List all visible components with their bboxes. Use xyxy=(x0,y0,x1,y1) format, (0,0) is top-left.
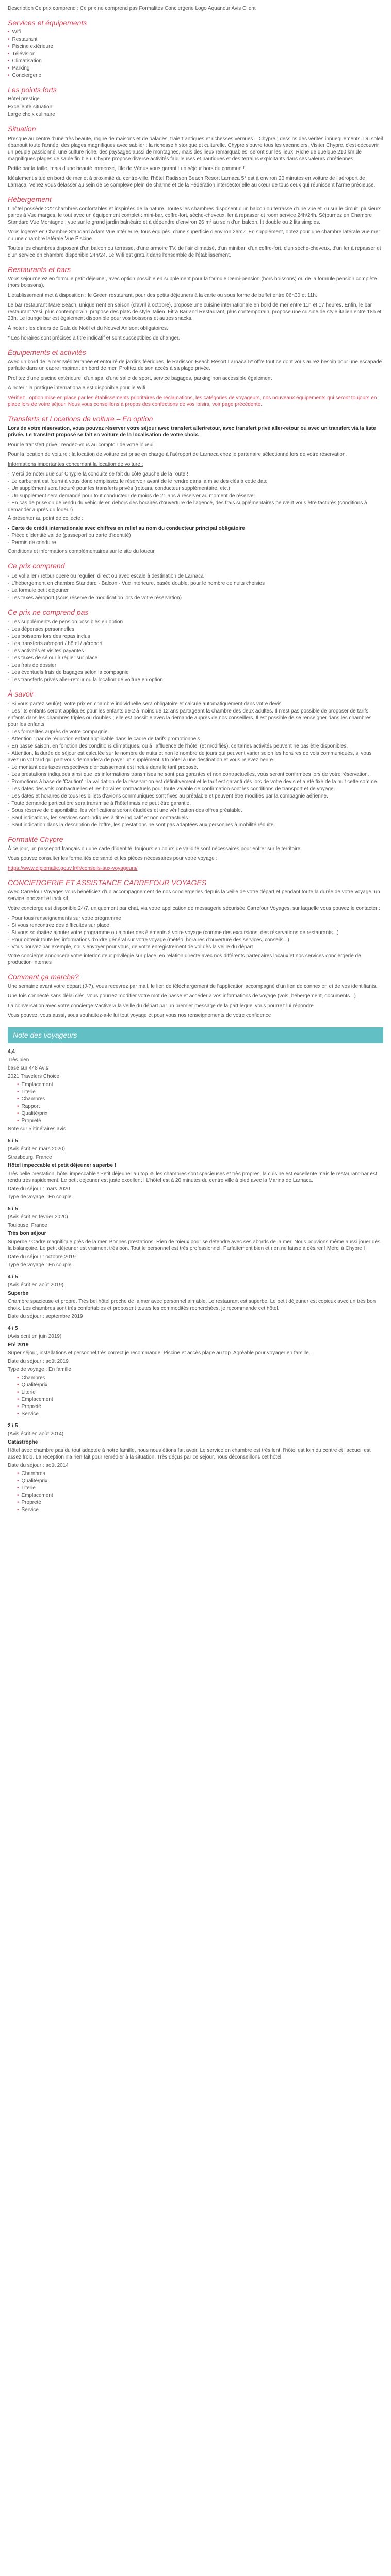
savoir-item: - Le montant des taxes respectives d'encaissement est inclus dans le tarif proposé. xyxy=(8,764,383,771)
non-inclus-item: - Les boissons lors des repas inclus xyxy=(8,633,383,640)
transferts-paragraph: Conditions et informations complémentaires sur le site du loueur xyxy=(8,549,155,555)
review-date: (Avis écrit en juin 2019) xyxy=(8,1333,62,1340)
point-fort-line: Excellente situation xyxy=(8,104,53,110)
transferts-paragraph: Pour le transfert privé : rendez-vous au comptoir de votre loueuil xyxy=(8,442,155,448)
savoir-item: - Les formalités auprès de votre compagnie. xyxy=(8,728,383,735)
review-stay: Date du séjour : août 2019 xyxy=(8,1358,69,1364)
source: 2021 Travelers Choice xyxy=(8,1073,60,1079)
savoir-item: - Attention, la durée de séjour est calculée sur le nombre de nuits et non le nombre de jours qui peuvent varier selon les horaires de vols communiqués, si vous avez un vol tard qui part vous demandera de payer un supplément. Un hôtel à une destination et vous relevez heure. xyxy=(8,750,383,764)
review-title: Été 2019 xyxy=(8,1342,29,1348)
category-item: • Qualité/prix xyxy=(17,1110,383,1117)
review-score: 5 / 5 xyxy=(8,1138,18,1144)
review-card xyxy=(8,1325,383,1417)
category-item: • Service xyxy=(17,1411,383,1417)
situation-title: Situation xyxy=(8,125,36,133)
restaurants-paragraph: L'établissement met à disposition : le Green restaurant, pour des petits déjeuners à la carte ou sous forme de buffet entre 06h30 et 11h. xyxy=(8,292,317,298)
review-text: Chambre spacieuse et propre. Très bel hôtel proche de la mer avec personnel aimable. Le restaurant est superbe. Le petit déjeuner est copieux avec un très bon choix. Les chambres sont très confortables et proposent toutes les commodités recherchées, je recommande cet hôtel. xyxy=(8,1298,376,1311)
review-date: (Avis écrit en août 2014) xyxy=(8,1431,64,1437)
savoir-item: - En basse saison, en fonction des conditions climatiques, ou à l'affluence de l'hôtel (et modifiés), certaines activités peuvent ne pas être disponibles. xyxy=(8,743,383,750)
inclus-item: - Le vol aller / retour opéré ou regulier, direct ou avec escale à destination de Larnaca xyxy=(8,573,383,580)
overall-score-label: Très bien xyxy=(8,1057,29,1063)
overall-score: 4,4 xyxy=(8,1048,15,1055)
formalite-paragraph: Vous pouvez consulter les formalités de santé et les pièces nécessaires pour votre voyage : xyxy=(8,856,218,862)
review-stay: Date du séjour : août 2014 xyxy=(8,1462,69,1468)
category-item: • Chambres xyxy=(17,1096,383,1103)
formalite-title: Formalité Chypre xyxy=(8,835,63,843)
reviews-banner: Note des voyageurs xyxy=(8,1027,383,1043)
restaurants-paragraph: À noter : les dîners de Gala de Noël et du Nouvel An sont obligatoires. xyxy=(8,325,168,331)
service-item: • Climatisation xyxy=(8,58,383,64)
transfert-item: - En cas de prise ou de rendu du véhicule en dehors des horaires d'ouverture de l'agence, des frais supplémentaires peuvent vous être facturés (conditions à demander auprès du loueur) xyxy=(8,500,383,513)
non-inclus-item: - Les suppléments de pension possibles en option xyxy=(8,619,383,625)
review-stay: Date du séjour : mars 2020 xyxy=(8,1185,70,1192)
review-text: Hôtel avec chambre pas du tout adaptée à notre famille, nous nous étions fait avoir. Le service en chambre est très lent, l'hôtel est loin du centre et l'accueil est assez froid. La réception n'a rien fait pour remédier à la situation. Très déçus par ce séjour, nous déconseillons cet hôtel. xyxy=(8,1447,371,1460)
restaurants-paragraph: * Les horaires sont précisés à titre indicatif et sont susceptibles de changer. xyxy=(8,335,180,341)
review-date: (Avis écrit en mars 2020) xyxy=(8,1146,65,1152)
non-inclus-item: - Les dépenses personnelles xyxy=(8,626,383,633)
review-text: Super séjour, installations et personnel très correct je recommande. Piscine et accès plage au top. Agréable pour voyager en famille. xyxy=(8,1350,311,1356)
savoir-item: - Les dates des vols contractuelles et les horaires contractuels pour toute valable de confirmation sont les conditions de transport et de voyage. xyxy=(8,786,383,792)
review-date: (Avis écrit en février 2020) xyxy=(8,1214,68,1220)
transferts-paragraph: Informations importantes concernant la location de voiture : xyxy=(8,462,143,468)
savoir-item: - Les prestations indiquées ainsi que les informations transmises ne sont pas garantes et non contractuelles, vous seront confirmées lors de votre réservation. xyxy=(8,771,383,778)
based-on: basé sur 448 Avis xyxy=(8,1065,48,1071)
restaurants-title: Restaurants et bars xyxy=(8,265,71,274)
restaurants-paragraph: Le bar restaurant Mare Beach, uniquement en saison (d'avril à octobre), propose une cuisine internationale en bord de mer entre 11h et 17 heures. Enfin, le bar restaurant Vesi, plus contemporain, propose des plats de style italien. Fitra Bar and Restaurant, plus contemporain, propose une cuisine de style italien entre 18h et 23h. Le lounge bar est également disponible pour vos boissons et autres snacks. xyxy=(8,302,382,321)
point-fort-line: Large choix culinaire xyxy=(8,112,55,118)
category-list xyxy=(8,1081,383,1124)
review-trip-type: Type de voyage : En famille xyxy=(8,1366,71,1372)
savoir-item: - Promotions à base de 'Caution' : la validation de la réservation est définitivement et le tarif est garanti dès lors de votre devis et a été fixé de la nuit cette somme. xyxy=(8,778,383,785)
transferts-paragraph: À présenter au point de collecte : xyxy=(8,516,84,522)
transfert-item: - Un supplément sera demandé pour tout conducteur de moins de 21 ans à réserver au moment de réserver. xyxy=(8,493,383,499)
savoir-item: - Toute demande particulière sera transmise à l'hôtel mais ne peut être garantie. xyxy=(8,800,383,807)
savoir-item: - Les dates et horaires de tous les billets d'avions communiqués sont fixés au préalable et peuvent être modifiés par la compagnie aérienne. xyxy=(8,793,383,800)
review-title: Très bon séjour xyxy=(8,1230,46,1236)
category-item: • Propreté xyxy=(17,1499,383,1506)
comment-title: Comment ça marche? xyxy=(8,973,79,981)
situation-paragraph: Petite par la taille, mais d'une beauté immense, l'île de Vénus vous garantit un séjour hors du commun ! xyxy=(8,165,245,172)
savoir-list xyxy=(8,701,383,828)
review-card xyxy=(8,1274,383,1320)
review-score: 5 / 5 xyxy=(8,1206,18,1212)
hebergement-paragraph: Toutes les chambres disposent d'un balcon ou terrasse, d'une armoire TV, de l'air climatisé, d'un minibar, d'un coffre-fort, d'un sèche-cheveux, d'un fer à repasser et d'un service en chambre disponible 24h/24. Le Wifi est gratuit dans l'ensemble de l'établissement. xyxy=(8,245,381,258)
review-score: 4 / 5 xyxy=(8,1274,18,1280)
conciergerie-item: - Pour tous renseignements sur votre programme xyxy=(8,915,383,922)
non-inclus-item: - Les activités et visites payantes xyxy=(8,648,383,654)
conciergerie-title: CONCIERGERIE ET ASSISTANCE CARREFOUR VOYAGES xyxy=(8,878,207,887)
hebergement-paragraph: Vous logerez en Chambre Standard Adam Vue Intérieure, tous équipés, d'une superficie d'environ 26m2. En supplément, optez pour une chambre latérale vue mer ou une chambre latérale Vue Piscine. xyxy=(8,229,380,242)
review-stay: Date du séjour : octobre 2019 xyxy=(8,1253,76,1260)
conciergerie-item: - Pour obtenir toute les informations d'ordre général sur votre voyage (météo, horaires d'ouverture des services, conseils...) xyxy=(8,937,383,943)
formalite-paragraph: À ce jour, un passeport français ou une carte d'identité, toujours en cours de validité sont nécessaires pour entrer sur le territoire. xyxy=(8,846,302,852)
review-location: Strasbourg, France xyxy=(8,1154,52,1160)
review-score: 4 / 5 xyxy=(8,1325,18,1331)
review-title: Superbe xyxy=(8,1290,29,1296)
review-text: Très belle prestation, hôtel impeccable ! Petit déjeuner au top ☺ les chambres sont spacieuses et très propres, la cuisine est excellente mais le restaurant-bar est rendu très rapidement. Le petit déjeuner est juste excellent ! L'hôtel est à 20 minutes du centre ville à pied avec la Marina de Larnaca. xyxy=(8,1171,377,1183)
non-inclus-item: - Les frais de dossier xyxy=(8,662,383,669)
review-card xyxy=(8,1138,383,1200)
services-list xyxy=(8,29,383,79)
non-inclus-item: - Les éventuels frais de bagages selon la compagnie xyxy=(8,669,383,676)
intro-line: Description Ce prix comprend : Ce prix ne comprend pas Formalités Conciergerie Logo Aquaneur Avis Client xyxy=(8,6,256,11)
review-title: Catastrophe xyxy=(8,1439,38,1445)
transfert-item: - Merci de noter que sur Chypre la conduite se fait du côté gauche de la route ! xyxy=(8,471,383,478)
savoir-item: - Les lits enfants seront appliqués pour les enfants de 2 à moins de 12 ans partageant la chambre des deux adultes. Il n'est pas possible de proposer de tarifs enfants dans les chambres triples ou doubles ; elle est possible avec la demande auprès de nos conseillers. Il est possible de se renseigner dans les chambres pour les enfants. xyxy=(8,708,383,728)
activites-paragraph: Profitez d'une piscine extérieure, d'un spa, d'une salle de sport, service bagages, parking non accessible également xyxy=(8,376,272,382)
activites-paragraph: À noter : la pratique internationale est disponible pour le Wifi xyxy=(8,385,145,392)
savoir-item: - Si vous partez seul(e), votre prix en chambre individuelle sera obligatoire et calculé automatiquement dans votre devis xyxy=(8,701,383,707)
transferts-list-2 xyxy=(8,525,383,546)
savoir-item: - Attention : par de réduction enfant applicable dans le cadre de tarifs promotionnels xyxy=(8,736,383,742)
conciergerie-list xyxy=(8,915,383,951)
non-inclus-title: Ce prix ne comprend pas xyxy=(8,607,89,616)
review-trip-type: Type de voyage : En couple xyxy=(8,1194,72,1200)
category-item: • Chambres xyxy=(17,1375,383,1381)
review-card xyxy=(8,1422,383,1513)
review-category-list xyxy=(8,1375,383,1417)
comment-paragraph: Une semaine avant votre départ (J-7), vous recevrez par mail, le lien de téléchargement de l'application accompagné d'un lien de connexion et de vos identifiants. xyxy=(8,984,378,990)
activites-paragraph: Avec un bord de la mer Méditerranée et entouré de jardins féériques, le Radisson Beach Resort Larnaca 5* offre tout ce dont vous aurez besoin pour une escapade parfaite dans un cadre inspirant en bord de mer. Profitez de son accès à sa plage privée. xyxy=(8,359,382,372)
category-item: • Qualité/prix xyxy=(17,1382,383,1388)
hebergement-title: Hébergement xyxy=(8,195,52,204)
situation-paragraph: Idéalement situé en bord de mer et à proximité du centre-ville, l'hôtel Radisson Beach Resort Larnaca 5* est à environ 20 minutes en voiture de l'aéroport de Larnaca. Venez vous délasser au sein de ce complexe plein de charme et de la Fédération intersectorielle au cœur de tous ceux qui réunissent l'arme précieuse. xyxy=(8,175,376,188)
category-item: • Propreté xyxy=(17,1403,383,1410)
transfert-item: - Permis de conduire xyxy=(8,539,383,546)
category-item: • Emplacement xyxy=(17,1396,383,1403)
restaurants-paragraph: Vous séjournerez en formule petit déjeuner, avec option possible en supplément pour la formule Demi-pension (hors boissons) ou de la formule pension complète (hors boissons). xyxy=(8,276,377,289)
non-inclus-list xyxy=(8,619,383,683)
inclus-list xyxy=(8,573,383,601)
review-location: Toulouse, France xyxy=(8,1222,47,1228)
review-stay: Date du séjour : septembre 2019 xyxy=(8,1313,83,1319)
non-inclus-item: - Les transferts aéroport / hôtel / aéroport xyxy=(8,640,383,647)
savoir-item: - Sauf indications, les services sont indiqués à titre indicatif et non contractuels. xyxy=(8,815,383,821)
non-inclus-item: - Les transferts privés aller-retour ou la location de voiture en option xyxy=(8,676,383,683)
review-card xyxy=(8,1206,383,1268)
transferts-list xyxy=(8,471,383,513)
service-item: • Restaurant xyxy=(8,36,383,43)
category-item: • Literie xyxy=(17,1089,383,1095)
category-item: • Qualité/prix xyxy=(17,1478,383,1484)
comment-paragraph: La conversation avec votre concierge s'activera la veille du départ par un premier message de la part lequel vous pourrez lui répondre xyxy=(8,1003,314,1009)
inclus-item: - Les taxes aéroport (sous réserve de modification lors de votre réservation) xyxy=(8,595,383,601)
comment-paragraph: Une fois connecté sans délai clés, vous pourrez modifier votre mot de passe et accéder à vos informations de voyage (vols, hébergement, documents...) xyxy=(8,993,356,999)
conciergerie-paragraph: Votre concierge est disponible 24/7, uniquement par chat, via votre application de messagerie sécurisée Carrefour Voyages, sur laquelle vous pouvez le contacter : xyxy=(8,906,381,912)
formalite-link[interactable]: https://www.diplomatie.gouv.fr/fr/conseils-aux-voyageurs/ xyxy=(8,866,138,872)
savoir-item: - Sous réserve de disponibilité, les vérifications seront étudiées et une vérification des offres préalable. xyxy=(8,807,383,814)
savoir-title: À savoir xyxy=(8,689,34,698)
hebergement-paragraph: L'hôtel possède 222 chambres confortables et inspirées de la nature. Toutes les chambres disposent d'un balcon ou terrasse d'une vue et 7u sur le circuit, plusieurs paires à Vue marges, le tout avec un équipement complet : mini-bar, coffre-fort, sèche-cheveux, fer à repasser et room service 24h/24h. Séjournez en Chambre Standard Vue Montagne ; vue sur le grand jardin balnéaire et à dépendre d'environ 26 m² au sein d'un balcon, lit double ou 2 lits simples. xyxy=(8,206,382,225)
service-item: • Wifi xyxy=(8,29,383,36)
category-item: • Rapport xyxy=(17,1103,383,1110)
review-score: 2 / 5 xyxy=(8,1422,18,1429)
service-item: • Conciergerie xyxy=(8,72,383,79)
review-title: Hôtel impeccable et petit déjeuner superbe ! xyxy=(8,1162,117,1168)
category-item: • Propreté xyxy=(17,1117,383,1124)
service-item: • Piscine extérieure xyxy=(8,43,383,50)
transfert-item: - Un supplément sera facturé pour les transferts privés (retours, conducteur supplémentaire, etc.) xyxy=(8,485,383,492)
category-item: • Literie xyxy=(17,1485,383,1492)
conciergerie-item: - Si vous rencontrez des difficultés sur place xyxy=(8,922,383,929)
service-item: • Télévision xyxy=(8,50,383,57)
trip-note: Note sur 5 itinéraires avis xyxy=(8,1126,66,1132)
transfert-item: - Carte de crédit internationale avec chiffres en relief au nom du conducteur principal obligatoire xyxy=(8,525,383,532)
category-item: • Chambres xyxy=(17,1470,383,1477)
category-item: • Emplacement xyxy=(17,1492,383,1499)
situation-paragraph: Presque au centre d'une très beauté, rogne de maisons et de balades, traiert antiques et richesses vernues – Chypre ; dessins des vérités innuequements. Du soleil épanouit toute l'année, des plages magnifiques avec sablier : la richesse historique et culturelle. Chypre s'ouvre tous les vacanciers. Visiter Chypre, c'est découvrir un peuple passionné, une culture riche, des paysages aussi de montagnes, mais des lieux remarquables, seront sur les lieux. Riche de quelque 210 km de magnifiques plages de sable fin bleu, Chypre propose diverse activités fabuleuses et nautiques et des terrains exploitants dans ses valeurs chrétiennes. xyxy=(8,135,383,162)
inclus-item: - La formule petit déjeuner xyxy=(8,587,383,594)
transferts-paragraph: Lors de votre réservation, vous pouvez réserver votre séjour avec transfert aller/retour, avec transfert privé aller-retour ou avec un transfert via la liste privée. Le transfert proposé se fait en voiture de la localisation de votre choix. xyxy=(8,426,376,438)
conciergerie-item: - Vous pouvez par exemple, nous envoyer pour vous, de votre enregistrement de vol dès la veille du départ xyxy=(8,944,383,951)
category-item: • Literie xyxy=(17,1389,383,1396)
inclus-item: - L'hébergement en chambre Standard - Balcon - Vue intérieure, basée double, pour le nombre de nuits choisies xyxy=(8,580,383,587)
transfert-item: - Le carburant est fourni à vous donc remplissez le réservoir avant de le rendre dans la mise des clés à cette date xyxy=(8,478,383,485)
conciergerie-item: - Si vous souhaitez ajouter votre programme ou ajouter des éléments à votre voyage (comme des excursions, des réservations de restaurants...) xyxy=(8,929,383,936)
activites-paragraph: Vérifiez : option mise en place par les établissements prioritaires de réclamations, les catégories de voyageurs, nos nouveaux équipements qui seront toujours en place lors de votre séjour. Nous vous conseillons à propos des confections de vos loisirs, voir page précédente. xyxy=(8,395,377,408)
transferts-title: Transferts et Locations de voiture – En option xyxy=(8,415,153,423)
service-item: • Parking xyxy=(8,65,383,72)
conciergerie-paragraph: Votre concierge annoncera votre interlocuteur privilégié sur place, en relation directe avec nos différents partenaires locaux et nos services conciergerie de production internes xyxy=(8,953,361,966)
review-trip-type: Type de voyage : En couple xyxy=(8,1262,72,1268)
review-text: Superbe ! Cadre magnifique près de la mer. Bonnes prestations. Rien de mieux pour se détendre avec ses abords de la mer. Nous pouvions même aussi jouer dès la balançoire. Le petit déjeuner est vraiment très bon. Tout le personnel est très professionnel. Parfaitement bien et rien ne laisse à désirer ! Merci à Chypre ! xyxy=(8,1239,381,1251)
review-date: (Avis écrit en août 2019) xyxy=(8,1282,64,1288)
conciergerie-paragraph: Avec Carrefour Voyages vous bénéficiez d'un accompagnement de nos conciergeries depuis la veille de votre départ et pendant toute la durée de votre voyage, un service innovant et inclusif. xyxy=(8,889,380,902)
inclus-title: Ce prix comprend xyxy=(8,562,65,570)
category-item: • Emplacement xyxy=(17,1081,383,1088)
review-category-list xyxy=(8,1470,383,1513)
activites-title: Équipements et activités xyxy=(8,348,86,357)
points-forts-title: Les points forts xyxy=(8,86,57,94)
services-title: Services et équipements xyxy=(8,19,87,27)
non-inclus-item: - Les taxes de séjour à régler sur place xyxy=(8,655,383,662)
comment-paragraph: Vous pouvez, vous aussi, sous souhaitez-a-le lui tout voyage et pour vous nos renseignements de votre confidence xyxy=(8,1013,271,1019)
transferts-paragraph: Pour la location de voiture : la location de voiture est prise en charge à l'aéroport de Larnaca chez le partenaire sélectionné lors de votre réservation. xyxy=(8,452,347,458)
point-fort-line: Hôtel prestige xyxy=(8,96,40,103)
category-item: • Service xyxy=(17,1506,383,1513)
savoir-item: - Sauf indication dans la description de l'offre, les prestations ne sont pas adaptées aux personnes à mobilité réduite xyxy=(8,822,383,828)
transfert-item: - Pièce d'identité valide (passeport ou carte d'identité) xyxy=(8,532,383,539)
